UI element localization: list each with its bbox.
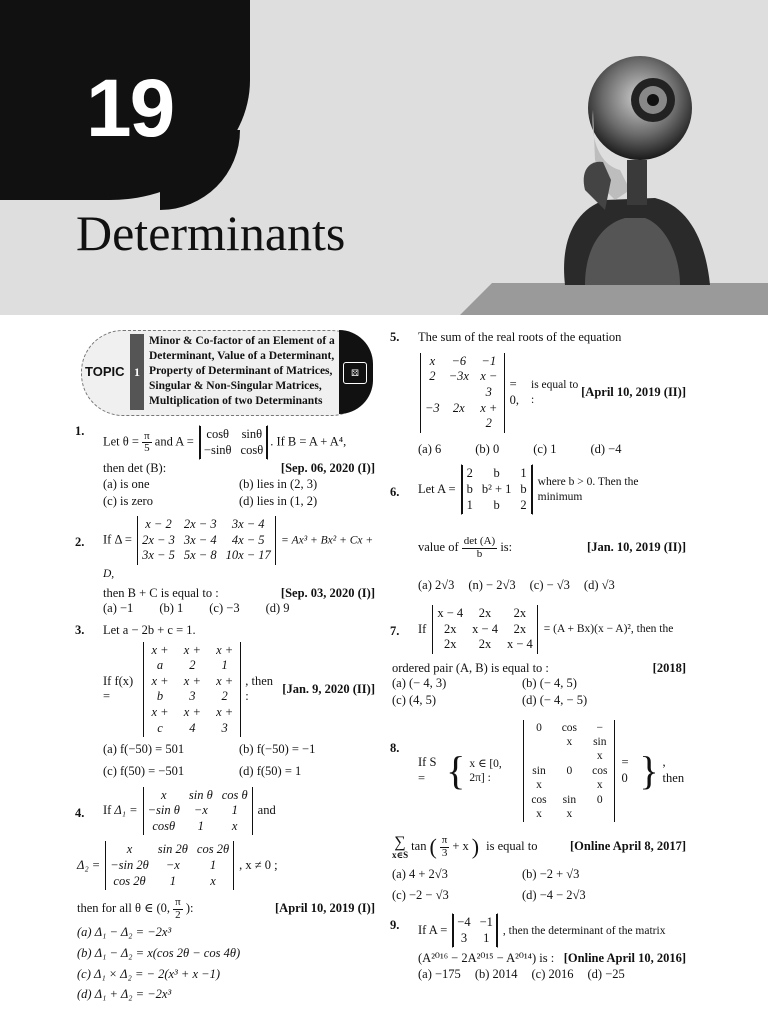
math-cell: 2x − 3 xyxy=(183,517,217,532)
q6-fraction xyxy=(462,536,497,560)
option-a[interactable]: (a) f(−50) = 501 xyxy=(103,742,185,757)
q4-determinant-2 xyxy=(105,841,234,890)
q6-value-of: value of xyxy=(418,540,459,555)
q4-source: [April 10, 2019 (I)] xyxy=(275,901,375,916)
q2-rhs: = Ax³ + Bx² + Cx + D, xyxy=(103,534,374,580)
math-cell: 2 xyxy=(175,908,181,921)
q7-options xyxy=(392,676,686,708)
math-cell: 0 xyxy=(566,764,573,777)
math-cell: cos x xyxy=(592,764,608,792)
math-cell: x + c xyxy=(151,705,169,735)
math-cell: x + b xyxy=(151,673,169,704)
option-b[interactable]: (b) −2 + √3 xyxy=(522,866,580,881)
question-number: 5. xyxy=(390,330,400,344)
option-d[interactable]: (d) lies in (1, 2) xyxy=(239,493,318,508)
math-cell: 0 xyxy=(536,721,542,734)
math-cell: 1 xyxy=(520,466,527,481)
q3-let: Let a − 2b + c = 1. xyxy=(103,622,196,637)
math-cell: 4x − 5 xyxy=(231,532,265,547)
math-cell: x xyxy=(231,818,238,833)
math-cell: 2 xyxy=(429,369,436,384)
math-cell: − sin x xyxy=(593,721,607,763)
question-8: 8. If S = { x ∈ [0, 2π] : 0 cos x − sin x sin x 0 cos x cos x sin x 0 = 0 } , then ∑ x∈S tan ( $\frac{\pi}{3}$ + x ) is equal to [Online April 8, 2017] (a) 4 + 2√3 (b) −2 + √3 (c) −2 − √3 (d) −4 − 2√3 xyxy=(390,721,686,903)
question-number: 4. xyxy=(75,805,85,820)
math-cell: sinθ xyxy=(241,427,263,441)
q9-expression: (A²⁰¹⁶ − 2A²⁰¹⁵ − A²⁰¹⁴) is : xyxy=(418,951,555,966)
math-cell: x + 1 xyxy=(216,642,234,673)
q8-options xyxy=(392,867,686,904)
question-3 xyxy=(75,623,375,780)
math-cell: 2x xyxy=(443,637,457,652)
math-cell: −sinθ xyxy=(203,442,232,457)
math-cell: sin x xyxy=(562,793,577,820)
header-stripe xyxy=(460,283,768,315)
math-cell: cos 2θ xyxy=(196,842,230,857)
q1-options xyxy=(103,477,375,509)
option-d[interactable]: (d) f(50) = 1 xyxy=(239,763,302,778)
option-c[interactable]: (c) − √3 xyxy=(529,578,570,593)
math-cell: cos x xyxy=(561,721,578,749)
q4-delta1: Δ₁ = xyxy=(114,803,138,818)
option-d[interactable]: (d) 9 xyxy=(265,601,290,616)
q8-fraction xyxy=(440,835,450,859)
question-number: 6. xyxy=(390,485,400,500)
math-cell: x xyxy=(210,873,216,888)
math-cell: 3x − 4 xyxy=(183,532,217,547)
option-c[interactable]: (c) 1 xyxy=(533,441,557,456)
math-cell: x + 2 xyxy=(183,642,201,673)
math-cell: 1 xyxy=(231,803,238,818)
q8-if-s: If S = xyxy=(418,755,437,786)
math-cell: −1 xyxy=(479,915,493,930)
q4-interval-close: ): xyxy=(185,901,194,916)
question-number: 8. xyxy=(390,740,400,755)
math-cell: 0 xyxy=(596,793,603,806)
option-c[interactable]: (c) 2016 xyxy=(531,966,574,981)
q8-is-equal: is equal to xyxy=(486,839,538,854)
question-number: 2. xyxy=(75,535,85,550)
math-cell: 1 xyxy=(169,873,176,888)
math-cell: 3 xyxy=(460,930,468,945)
q3-if: If f(x) = xyxy=(103,673,134,704)
math-cell: 2 xyxy=(520,497,527,512)
q2-source: [Sep. 03, 2020 (I)] xyxy=(280,585,375,600)
math-cell: 1 xyxy=(483,930,490,945)
math-cell: 2 xyxy=(466,466,473,481)
question-number: 3. xyxy=(75,622,85,637)
math-cell: cosθ xyxy=(240,442,264,457)
q4-then-all: then for all xyxy=(77,901,132,916)
math-cell: cos θ xyxy=(221,787,248,802)
q7-prompt: ordered pair (A, B) is equal to : xyxy=(392,660,549,675)
math-cell: sin θ xyxy=(188,787,213,802)
math-cell: x − 4 xyxy=(437,605,464,620)
q4-fraction xyxy=(173,897,183,921)
math-cell: −sin θ xyxy=(147,803,180,818)
math-cell: −x xyxy=(193,803,208,818)
topic-label: TOPIC xyxy=(85,364,125,379)
q2-determinant xyxy=(137,516,276,565)
left-column xyxy=(75,330,375,1009)
math-cell: 2x xyxy=(452,400,465,415)
math-cell: x − 3 xyxy=(480,369,498,399)
option-b[interactable]: (b) 0 xyxy=(475,441,500,456)
q3-then: , then : xyxy=(245,673,274,704)
option-c[interactable]: (c) (4, 5) xyxy=(392,693,437,708)
question-9 xyxy=(390,912,686,983)
right-column xyxy=(390,330,686,989)
option-c[interactable]: (c) f(50) = −501 xyxy=(103,763,185,778)
math-cell: π xyxy=(144,429,150,442)
math-cell: sin 2θ xyxy=(157,842,188,857)
option-a[interactable]: (a) −175 xyxy=(418,966,461,981)
q9-if-a: If A = xyxy=(418,922,448,937)
option-a[interactable]: (a) −1 xyxy=(103,601,134,616)
q8-eq0: = 0 xyxy=(621,755,629,786)
q1-matrix xyxy=(199,425,268,460)
option-a[interactable]: (a) is one xyxy=(103,476,150,491)
math-cell: x + a xyxy=(151,642,169,673)
q9-matrix xyxy=(452,913,498,948)
option-d[interactable]: (d) √3 xyxy=(583,578,615,593)
q9-source: [Online April 10, 2016] xyxy=(563,951,686,966)
question-4 xyxy=(75,786,375,1003)
option-c[interactable]: (c) Δ₁ × Δ₂ = − 2(x³ + x −1) xyxy=(77,966,220,981)
topic-banner xyxy=(75,330,375,416)
option-b[interactable]: (b) Δ₁ − Δ₂ = x(cos 2θ − cos 4θ) xyxy=(77,945,241,960)
q4-options xyxy=(77,925,375,1003)
option-d[interactable]: (d) (− 4, − 5) xyxy=(522,693,588,708)
option-c[interactable]: (c) is zero xyxy=(103,493,153,508)
q4-if: If xyxy=(103,803,112,818)
math-cell: b xyxy=(476,547,483,560)
option-b[interactable]: (b) (− 4, 5) xyxy=(522,676,577,691)
math-cell: 1 xyxy=(466,497,473,512)
q1-then-b: . If B = A + A⁴, xyxy=(270,434,347,449)
math-cell: −6 xyxy=(451,353,467,368)
q7-source: [2018] xyxy=(652,660,686,675)
option-a[interactable]: (a) 6 xyxy=(418,441,442,456)
question-5 xyxy=(390,330,686,457)
q4-theta-in: θ ∈ xyxy=(134,901,154,916)
math-cell: 5x − 8 xyxy=(183,548,217,563)
math-cell: −x xyxy=(165,858,180,872)
math-cell: x + 2 xyxy=(480,400,498,431)
q1-prompt: then det (B): xyxy=(103,461,167,476)
math-cell: x − 2 xyxy=(145,517,172,532)
option-a[interactable]: (a) 4 + 2√3 xyxy=(392,866,448,881)
q5-eq: = 0, xyxy=(509,377,519,407)
option-b[interactable]: (n) − 2√3 xyxy=(468,578,516,593)
math-cell: 2x xyxy=(478,605,492,620)
math-cell: 5 xyxy=(144,442,150,455)
math-cell: −sin 2θ xyxy=(110,858,149,872)
math-cell: x xyxy=(160,787,167,802)
question-6 xyxy=(390,463,686,594)
math-cell: sin x xyxy=(532,764,546,792)
q6-is: is: xyxy=(500,540,513,555)
math-cell: π xyxy=(175,896,181,909)
q8-determinant xyxy=(523,720,615,823)
option-b[interactable]: (b) 2014 xyxy=(474,966,518,981)
q4-interval-open: (0, xyxy=(156,901,171,916)
math-cell: −1 xyxy=(481,353,497,368)
q4-determinant-1 xyxy=(143,787,253,836)
q5-text: The sum of the real roots of the equation xyxy=(418,330,622,344)
math-cell: 2x xyxy=(513,605,527,620)
q9-then: , then the determinant of the matrix xyxy=(502,924,666,937)
math-cell: x xyxy=(126,842,133,857)
question-1 xyxy=(75,424,375,509)
q8-brace-right: } xyxy=(639,748,659,794)
math-cell: x + 3 xyxy=(216,705,234,735)
q1-let: Let xyxy=(103,434,120,449)
option-c[interactable]: (c) −2 − √3 xyxy=(392,888,449,903)
dice-icon: ⚄ xyxy=(343,362,367,384)
option-a[interactable]: (a) (− 4, 3) xyxy=(392,676,447,691)
chapter-title: Determinants xyxy=(76,205,346,261)
q7-rhs: = (A + Bx)(x − A)², then the xyxy=(543,623,674,636)
math-cell: −3x xyxy=(448,369,469,384)
chapter-header xyxy=(0,0,768,315)
math-cell: cosθ xyxy=(206,427,230,441)
q7-if: If xyxy=(418,621,427,636)
math-cell: b xyxy=(520,482,527,496)
math-cell: 2x xyxy=(513,621,527,636)
option-a[interactable]: (a) 2√3 xyxy=(418,578,455,593)
q8-sum-index: x∈S xyxy=(392,849,409,860)
question-2 xyxy=(75,515,375,617)
q1-theta: θ = xyxy=(122,434,139,449)
robot-thinker-image xyxy=(545,40,715,285)
q3-options xyxy=(103,742,375,779)
question-7 xyxy=(390,604,686,709)
option-d[interactable]: (d) −4 xyxy=(590,441,622,456)
math-cell: 1 xyxy=(209,858,217,872)
math-cell: 1 xyxy=(197,818,204,833)
q3-determinant xyxy=(143,642,241,738)
question-number: 7. xyxy=(390,623,400,638)
math-cell: −4 xyxy=(457,915,471,930)
math-cell: x xyxy=(429,353,436,368)
q8-source: [Online April 8, 2017] xyxy=(570,839,686,854)
q8-plus-x: + x xyxy=(452,839,469,854)
math-cell: cos x xyxy=(531,793,547,820)
q5-options xyxy=(418,442,686,458)
math-cell: 2x − 3 xyxy=(142,532,175,547)
q2-options xyxy=(103,601,375,617)
math-cell: 3x − 5 xyxy=(142,548,175,563)
math-cell: x + 3 xyxy=(183,673,201,704)
q5-is-equal: is equal to : xyxy=(531,379,579,406)
option-b[interactable]: (b) f(−50) = −1 xyxy=(239,742,316,757)
q8-tan: tan xyxy=(411,839,427,854)
q8-then: , then xyxy=(662,755,685,786)
q4-condition: , x ≠ 0 ; xyxy=(239,858,278,872)
option-a[interactable]: (a) Δ₁ − Δ₂ = −2x³ xyxy=(77,925,172,940)
option-d[interactable]: (d) Δ₁ + Δ₂ = −2x³ xyxy=(77,987,172,1002)
question-number: 9. xyxy=(390,918,400,933)
q5-source: [April 10, 2019 (II)] xyxy=(581,384,686,399)
math-cell: x + 2 xyxy=(216,673,234,704)
q6-options xyxy=(418,578,686,594)
math-cell: b² + 1 xyxy=(481,482,512,496)
math-cell: 2x xyxy=(443,621,457,636)
q9-options xyxy=(418,967,686,983)
option-b[interactable]: (b) lies in (2, 3) xyxy=(239,476,318,491)
math-cell: x + 4 xyxy=(183,705,201,735)
math-cell: 3x − 4 xyxy=(231,517,265,532)
q6-matrix xyxy=(461,464,533,515)
q1-source: [Sep. 06, 2020 (I)] xyxy=(280,461,375,476)
q3-source: [Jan. 9, 2020 (II)] xyxy=(282,681,375,696)
q4-delta2: Δ₂ = xyxy=(77,858,101,872)
topic-number: 1 xyxy=(130,334,144,410)
math-cell: 3 xyxy=(441,846,448,859)
q1-and-a: and A = xyxy=(154,434,194,449)
math-cell: b xyxy=(493,497,500,512)
q8-brace-left: { xyxy=(446,748,466,794)
math-cell: b xyxy=(466,482,473,496)
option-b[interactable]: (b) 1 xyxy=(159,601,184,616)
math-cell: cosθ xyxy=(152,818,176,833)
topic-description: Minor & Co-factor of an Element of a Determinant, Value of a Determinant, Property of Determinant of Matrices, Singular & Non-Singular Matrices, Multiplication of two Determinants xyxy=(149,335,335,407)
q2-if: If Δ = xyxy=(103,532,132,547)
q2-prompt: then B + C is equal to : xyxy=(103,585,219,600)
chapter-number: 19 xyxy=(86,63,174,154)
math-cell: π xyxy=(441,834,448,847)
option-c[interactable]: (c) −3 xyxy=(209,601,240,616)
question-number: 1. xyxy=(75,424,85,438)
option-d[interactable]: (d) −4 − 2√3 xyxy=(522,888,586,903)
math-cell: cos 2θ xyxy=(113,873,146,888)
q8-set-left: x ∈ [0, 2π] : xyxy=(469,757,502,785)
q5-determinant xyxy=(420,353,505,433)
q4-and: and xyxy=(257,803,276,818)
q6-where: where b > 0. Then the minimum xyxy=(537,476,639,503)
option-d[interactable]: (d) −25 xyxy=(587,966,625,981)
q1-fraction xyxy=(142,431,152,455)
q6-source: [Jan. 10, 2019 (II)] xyxy=(587,540,686,555)
math-cell: b xyxy=(493,466,500,481)
math-cell: −3 xyxy=(425,400,440,415)
math-cell: 10x − 17 xyxy=(225,548,271,563)
math-cell: x − 4 xyxy=(472,621,498,636)
math-cell: det (A) xyxy=(463,535,496,548)
q8-sum-symbol: ∑ xyxy=(394,833,406,851)
math-cell: x − 4 xyxy=(506,637,533,652)
q7-determinant xyxy=(432,605,537,654)
q6-let: Let A = xyxy=(418,482,456,496)
math-cell: 2x xyxy=(478,637,492,652)
